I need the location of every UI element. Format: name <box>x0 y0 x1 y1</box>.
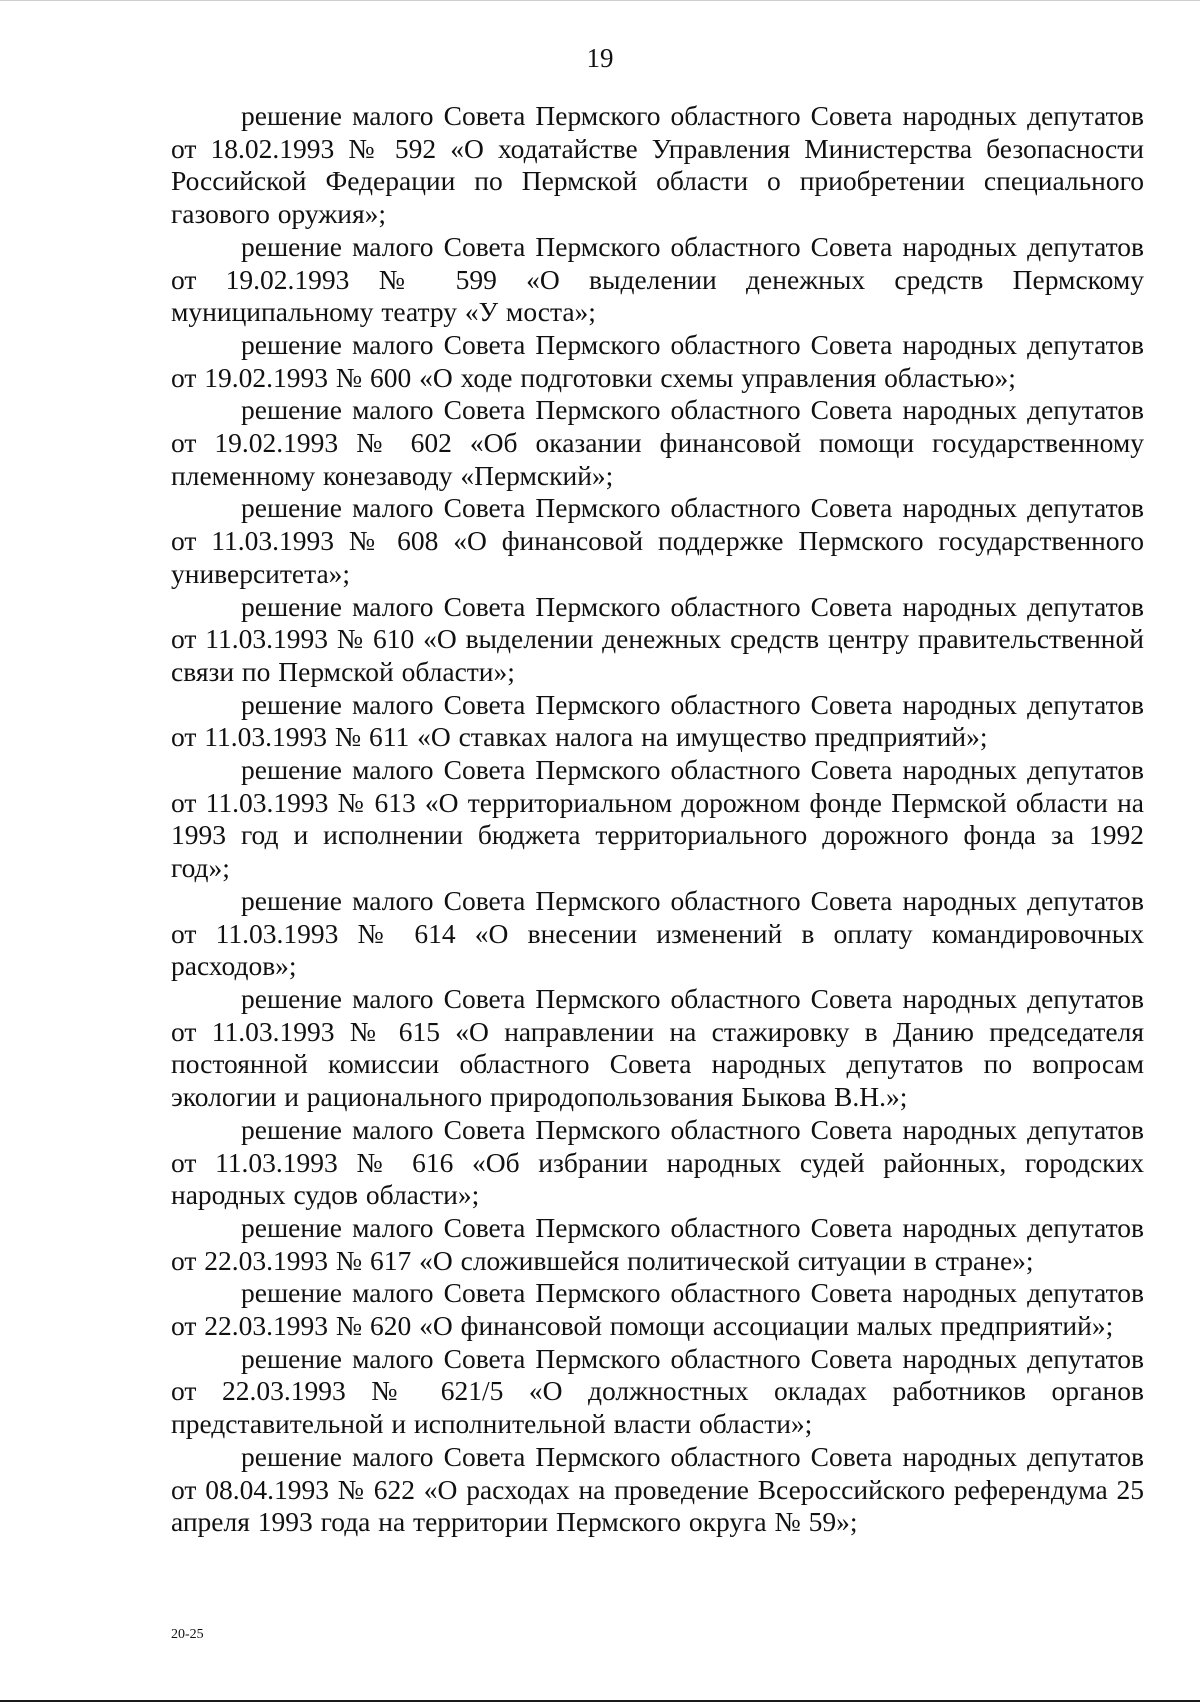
decision-paragraph: решение малого Совета Пермского областного Совета народных депутатов от 18.02.1993 № 592 «О ходатайстве Управления Министерства безопасности Российской Федерации по Пермской области о приобретении специального газового оружия»; <box>171 100 1144 230</box>
decision-paragraph: решение малого Совета Пермского областного Совета народных депутатов от 11.03.1993 № 616 «Об избрании народных судей районных, городских народных судов области»; <box>171 1113 1144 1211</box>
decision-paragraph: решение малого Совета Пермского областного Совета народных депутатов от 11.03.1993 № 611 «О ставках налога на имущество предприятий»; <box>171 688 1144 753</box>
scan-edge-bottom <box>0 1700 1200 1702</box>
decision-paragraph: решение малого Совета Пермского областного Совета народных депутатов от 22.03.1993 № 620 «О финансовой помощи ассоциации малых предприятий»; <box>171 1277 1144 1342</box>
decision-paragraph: решение малого Совета Пермского областного Совета народных депутатов от 19.02.1993 № 600 «О ходе подготовки схемы управления областью»; <box>171 328 1144 393</box>
decision-paragraph: решение малого Совета Пермского областного Совета народных депутатов от 11.03.1993 № 615 «О направлении на стажировку в Данию председателя постоянной комиссии областного Совета народных депутатов по вопросам экологии и рационального природопользования Быкова В.Н.»; <box>171 982 1144 1113</box>
decision-paragraph: решение малого Совета Пермского областного Совета народных депутатов от 08.04.1993 № 622 «О расходах на проведение Всероссийского референдума 25 апреля 1993 года на территории Пермского округа № 59»; <box>171 1440 1144 1538</box>
decision-paragraph: решение малого Совета Пермского областного Совета народных депутатов от 22.03.1993 № 617 «О сложившейся политической ситуации в стране»; <box>171 1211 1144 1276</box>
decision-paragraph: решение малого Совета Пермского областного Совета народных депутатов от 11.03.1993 № 608 «О финансовой поддержке Пермского государственного университета»; <box>171 492 1144 589</box>
document-body <box>171 100 1144 1539</box>
decision-paragraph: решение малого Совета Пермского областного Совета народных депутатов от 19.02.1993 № 602 «Об оказании финансовой помощи государственному племенному конезаводу «Пермский»; <box>171 394 1144 491</box>
footer-code: 20-25 <box>171 1627 204 1642</box>
scan-edge-top <box>0 0 1200 1</box>
decision-paragraph: решение малого Совета Пермского областного Совета народных депутатов от 22.03.1993 № 621/5 «О должностных окладах работников органов представительной и исполнительной власти области»; <box>171 1342 1144 1440</box>
decision-paragraph: решение малого Совета Пермского областного Совета народных депутатов от 11.03.1993 № 614 «О внесении изменений в оплату командировочных расходов»; <box>171 884 1144 982</box>
page-number: 19 <box>586 43 614 73</box>
decision-paragraph: решение малого Совета Пермского областного Совета народных депутатов от 19.02.1993 № 599 «О выделении денежных средств Пермскому муниципальному театру «У моста»; <box>171 230 1144 328</box>
decision-paragraph: решение малого Совета Пермского областного Совета народных депутатов от 11.03.1993 № 613 «О территориальном дорожном фонде Пермской области на 1993 год и исполнении бюджета территориального дорожного фонда за 1992 год»; <box>171 754 1144 884</box>
decision-paragraph: решение малого Совета Пермского областного Совета народных депутатов от 11.03.1993 № 610 «О выделении денежных средств центру правительственной связи по Пермской области»; <box>171 590 1144 687</box>
